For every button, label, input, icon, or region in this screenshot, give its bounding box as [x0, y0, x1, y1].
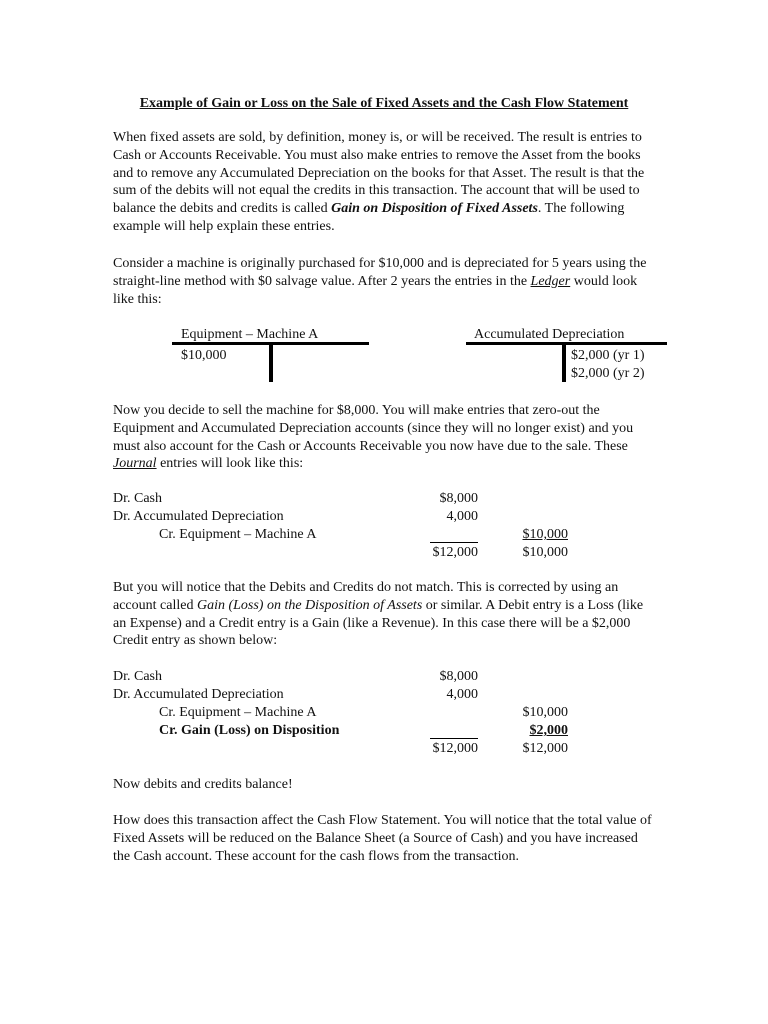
- intro-text: When fixed assets are sold, by definition, money is, or will be received. The result is entries to Cash or Accounts Receivable. You must also make entries to remove the Asset from the books and to remove any Accumulated Depreciation on the books for that Asset. The result is that the sum of the debits will not equal the credits in this transaction. The account that will be used to balance the debits and credits is called: [113, 130, 645, 217]
- journal1-row2-debit: 4,000: [446, 509, 478, 524]
- journal-term: Journal: [113, 456, 157, 472]
- journal2-row4-label: Cr. Gain (Loss) on Disposition: [159, 723, 340, 738]
- journal2-row2-debit: 4,000: [446, 687, 478, 702]
- cashflow-paragraph: How does this transaction affect the Cash Flow Statement. You will notice that the total value of Fixed Assets will be reduced on the Balance Sheet (a Source of Cash) and you have increased the Cash account. These account for the cash flows from the transaction.: [113, 813, 652, 864]
- journal2-row1-label: Dr. Cash: [113, 669, 162, 684]
- journal2-row4-credit: $2,000: [529, 723, 568, 738]
- journal1-debit-blank: [430, 526, 478, 543]
- t-account-left-debit: $10,000: [181, 348, 227, 363]
- journal1-row3-credit: $10,000: [522, 527, 568, 542]
- intro-paragraph: [113, 129, 658, 236]
- example-paragraph: [113, 255, 658, 308]
- journal2-debit-blank: [430, 722, 478, 739]
- balance-note: Now debits and credits balance!: [113, 777, 293, 792]
- t-account-right-credit-1: $2,000 (yr 1): [571, 348, 645, 363]
- mismatch-text-end: or similar. A Debit entry is a Loss (like an Expense) and a Credit entry is a Gain (like a Revenue). In this case there will be a $2,000 Credit entry as shown below:: [113, 597, 644, 649]
- mismatch-paragraph: [113, 579, 658, 650]
- mismatch-emphasis: Gain (Loss) on the Disposition of Assets: [196, 597, 423, 613]
- journal2-total-debit: $12,000: [432, 741, 478, 756]
- journal1-row2-label: Dr. Accumulated Depreciation: [113, 509, 284, 524]
- journal1-row3-label: Cr. Equipment – Machine A: [159, 527, 317, 542]
- t-account-left-title: Equipment – Machine A: [181, 327, 319, 342]
- sale-paragraph: [113, 402, 658, 473]
- ledger-term: Ledger: [530, 273, 571, 289]
- page-title: Example of Gain or Loss on the Sale of Fixed Assets and the Cash Flow Statement: [139, 96, 629, 111]
- example-text: Consider a machine is originally purchased for $10,000 and is depreciated for 5 years using the straight-line method with $0 salvage value. After 2 years the entries in the: [113, 256, 647, 289]
- journal2-row2-label: Dr. Accumulated Depreciation: [113, 687, 284, 702]
- journal2-total-credit: $12,000: [522, 741, 568, 756]
- t-account-right-divider: [562, 343, 566, 382]
- t-account-right-title: Accumulated Depreciation: [474, 327, 625, 342]
- journal1-total-debit: $12,000: [432, 545, 478, 560]
- example-text-end: would look like this:: [113, 273, 638, 307]
- journal1-row1-debit: $8,000: [439, 491, 478, 506]
- t-account-left-divider: [269, 343, 273, 382]
- journal2-row3-label: Cr. Equipment – Machine A: [159, 705, 317, 720]
- t-account-right-top-line: [466, 342, 667, 345]
- sale-text-end: entries will look like this:: [156, 456, 304, 472]
- journal1-total-credit: $10,000: [522, 545, 568, 560]
- intro-text-end: . The following example will help explain these entries.: [113, 201, 625, 234]
- journal2-row1-debit: $8,000: [439, 669, 478, 684]
- journal2-row3-credit: $10,000: [522, 705, 568, 720]
- t-account-right-credit-2: $2,000 (yr 2): [571, 366, 645, 381]
- sale-text: Now you decide to sell the machine for $8,000. You will make entries that zero-out the Equipment and Accumulated Depreciation accounts (since they will no longer exist) and you must also account for the Cash or Accounts Receivable you now have due to the sale. These: [113, 403, 634, 454]
- journal1-row1-label: Dr. Cash: [113, 491, 162, 506]
- mismatch-text: But you will notice that the Debits and Credits do not match. This is corrected by using an account called: [113, 580, 619, 613]
- intro-emphasis: Gain on Disposition of Fixed Assets: [331, 201, 538, 217]
